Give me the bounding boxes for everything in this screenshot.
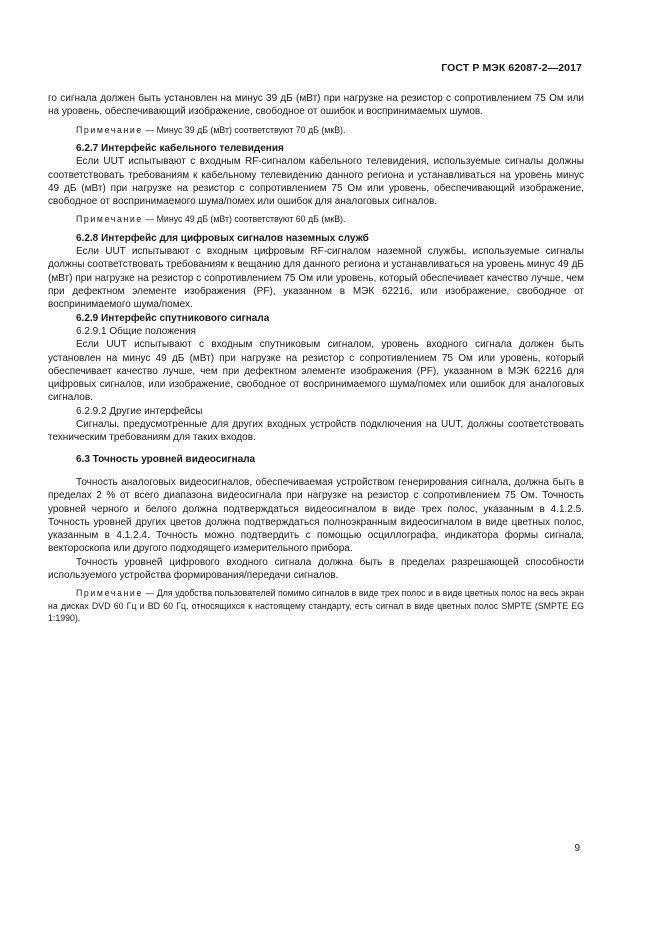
section-6-2-9-2-heading: 6.2.9.2 Другие интерфейсы bbox=[76, 405, 203, 417]
page-number: 9 bbox=[574, 843, 580, 854]
section-6-2-8-heading: 6.2.8 Интерфейс для цифровых сигналов наземных служб bbox=[76, 232, 369, 244]
section-6-2-7-text: Если UUT испытывают с входным RF-сигналом кабельного телевидения, используемые сигналы должны соответствовать требованиям к кабельному телевидению данного региона и устанавливаться на уровень минус 49 дБ (мВт) при нагрузке на резистор с сопротивлением 75 Ом или уровень, обеспечивающий изображение, свободное от воспринимаемого шума/помех или ошибок для аналоговых сигналов. bbox=[48, 156, 584, 208]
section-6-2-8-text: Если UUT испытывают с входным цифровым RF-сигналом наземной службы, используемые сигналы должны соответствовать требованиям к вещанию для данного региона и устанавливаться на уровень минус 49 дБ (мВт) при нагрузке на резистор с сопротивлением 75 Ом или уровень, который обеспечивает качество лучше, чем при дефектном элементе изображения (PF), указанном в МЭК 62216, или изображение, свободное от воспринимаемого шума/помех. bbox=[48, 246, 584, 311]
note-label: Примечание bbox=[76, 124, 143, 135]
note-text: — Для удобства пользователей помимо сигналов в виде трех полос и в виде цветных полос на весь экран на дисках DVD 60 Гц и BD 60 Гц, относящихся к настоящему стандарту, есть сигнал в виде цветных полос SMPTE (SMPTE EG 1:1990). bbox=[48, 588, 584, 624]
section-6-2-9-2-text: Сигналы, предусмотренные для других входных устройств подключения на UUT, должны соответствовать техническим требованиям для таких входов. bbox=[48, 419, 584, 444]
section-6-2-7-note bbox=[48, 213, 584, 225]
section-6-3-heading: 6.3 Точность уровней видеосигнала bbox=[76, 453, 256, 465]
document-body bbox=[48, 92, 584, 631]
section-6-3-text-2: Точность уровней цифрового входного сигнала должна быть в пределах разрешающей способности используемого устройства формирования/передачи сигналов. bbox=[48, 556, 584, 582]
section-6-2-9-1-heading: 6.2.9.1 Общие положения bbox=[76, 325, 196, 337]
note-label: Примечание bbox=[76, 214, 143, 225]
note-text: — Минус 49 дБ (мВт) соответствуют 60 дБ (мкВ). bbox=[142, 214, 346, 225]
section-6-3-note bbox=[48, 587, 584, 624]
section-6-3-text-1: Точность аналоговых видеосигналов, обеспечиваемая устройством генерирования сигнала, должна быть в пределах 2 % от всего диапазона видеосигнала при нагрузке на резистор с сопротивлением 75 Ом. Точность уровней черного и белого должна подтверждаться видеосигналом в виде трех полос, указанным в 4.1.2.5. Точность уровней других цветов должна подтверждаться полноэкранным видеосигналом в виде цветных полос, указанным в 4.1.2.4. Точность можно подтвердить с помощью осциллографа, индикатора формы сигнала, вектороскопа или другого подходящего измерительного прибора. bbox=[48, 476, 584, 555]
section-6-2-7-heading: 6.2.7 Интерфейс кабельного телевидения bbox=[76, 143, 284, 154]
intro-paragraph: го сигнала должен быть установлен на минус 39 дБ (мВт) при нагрузке на резистор с сопротивлением 75 Ом или на уровень, обеспечивающий изображение, свободное от ошибок и воспринимаемых шумов. bbox=[48, 93, 584, 118]
note-label: Примечание bbox=[76, 588, 143, 599]
section-6-2-9-heading: 6.2.9 Интерфейс спутникового сигнала bbox=[76, 312, 270, 324]
note-text: — Минус 39 дБ (мВт) соответствуют 70 дБ (мкВ). bbox=[142, 124, 346, 135]
standard-designation: ГОСТ Р МЭК 62087-2—2017 bbox=[441, 62, 582, 74]
intro-note bbox=[48, 124, 584, 136]
section-6-2-9-1-text: Если UUT испытывают с входным спутниковым сигналом, уровень входного сигнала должен быть установлен на минус 49 дБ (мВт) при нагрузке на резистор с сопротивлением 75 Ом или уровень, который обеспечивает качество лучше, чем при дефектном элементе изображения (PF), указанном в МЭК 62216 для цифровых сигналов, или изображение, свободное от воспринимаемого шума/помех или ошибок для аналоговых сигналов. bbox=[48, 339, 584, 404]
